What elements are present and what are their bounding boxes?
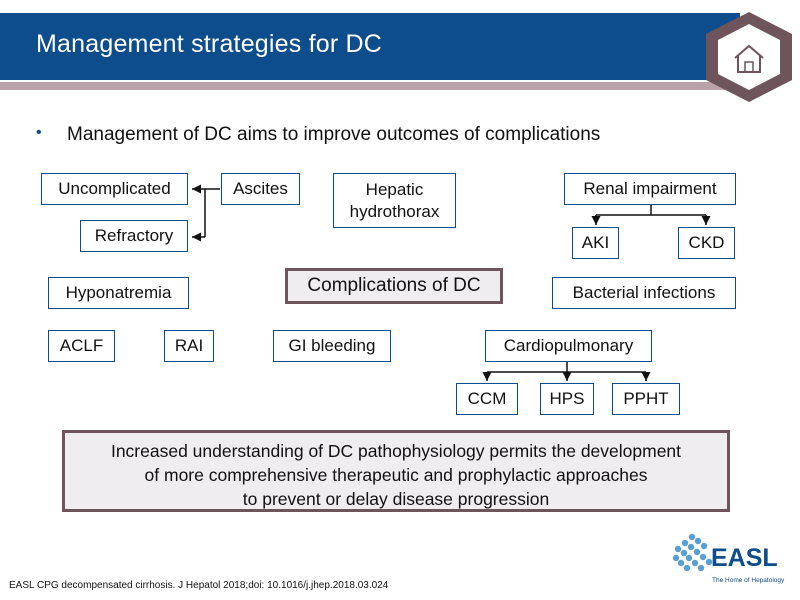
bullet-marker: • bbox=[36, 124, 42, 141]
box-rai: RAI bbox=[164, 330, 214, 362]
svg-text:The Home of Hepatology: The Home of Hepatology bbox=[712, 577, 785, 584]
footer-citation: EASL CPG decompensated cirrhosis. J Hepatol 2018;doi: 10.1016/j.jhep.2018.03.024 bbox=[9, 580, 389, 591]
hepatic-line1: Hepatic bbox=[365, 179, 424, 199]
box-hyponatremia: Hyponatremia bbox=[48, 277, 189, 309]
box-renal-impairment: Renal impairment bbox=[564, 173, 736, 205]
hepatic-line2: hydrothorax bbox=[349, 201, 440, 221]
summary-line1: Increased understanding of DC pathophysiology permits the development bbox=[110, 441, 682, 461]
easl-logo-graphic bbox=[668, 527, 792, 589]
box-refractory: Refractory bbox=[80, 220, 188, 252]
home-button[interactable] bbox=[704, 10, 794, 104]
easl-logo bbox=[668, 527, 792, 589]
box-aki: AKI bbox=[572, 227, 619, 259]
box-ccm: CCM bbox=[456, 383, 518, 415]
box-uncomplicated: Uncomplicated bbox=[41, 173, 188, 205]
box-aclf: ACLF bbox=[48, 330, 115, 362]
bullet-text: Management of DC aims to improve outcomes of complications bbox=[67, 124, 601, 145]
summary-line3: to prevent or delay disease progression bbox=[242, 489, 550, 509]
box-complications-of-dc: Complications of DC bbox=[285, 268, 503, 304]
box-hepatic-hydrothorax bbox=[333, 173, 456, 228]
summary-box bbox=[62, 430, 730, 512]
summary-line2: of more comprehensive therapeutic and prophylactic approaches bbox=[144, 465, 648, 485]
page-title: Management strategies for DC bbox=[36, 30, 383, 58]
svg-text:EASL: EASL bbox=[711, 544, 778, 572]
box-cardiopulmonary: Cardiopulmonary bbox=[485, 330, 652, 362]
box-ppht: PPHT bbox=[612, 383, 680, 415]
box-hps: HPS bbox=[540, 383, 594, 415]
box-ckd: CKD bbox=[678, 227, 735, 259]
box-gi-bleeding: GI bleeding bbox=[273, 330, 391, 362]
header-divider bbox=[0, 82, 740, 90]
box-ascites: Ascites bbox=[221, 173, 300, 205]
box-bacterial-infections: Bacterial infections bbox=[552, 277, 736, 309]
home-icon bbox=[704, 10, 794, 104]
